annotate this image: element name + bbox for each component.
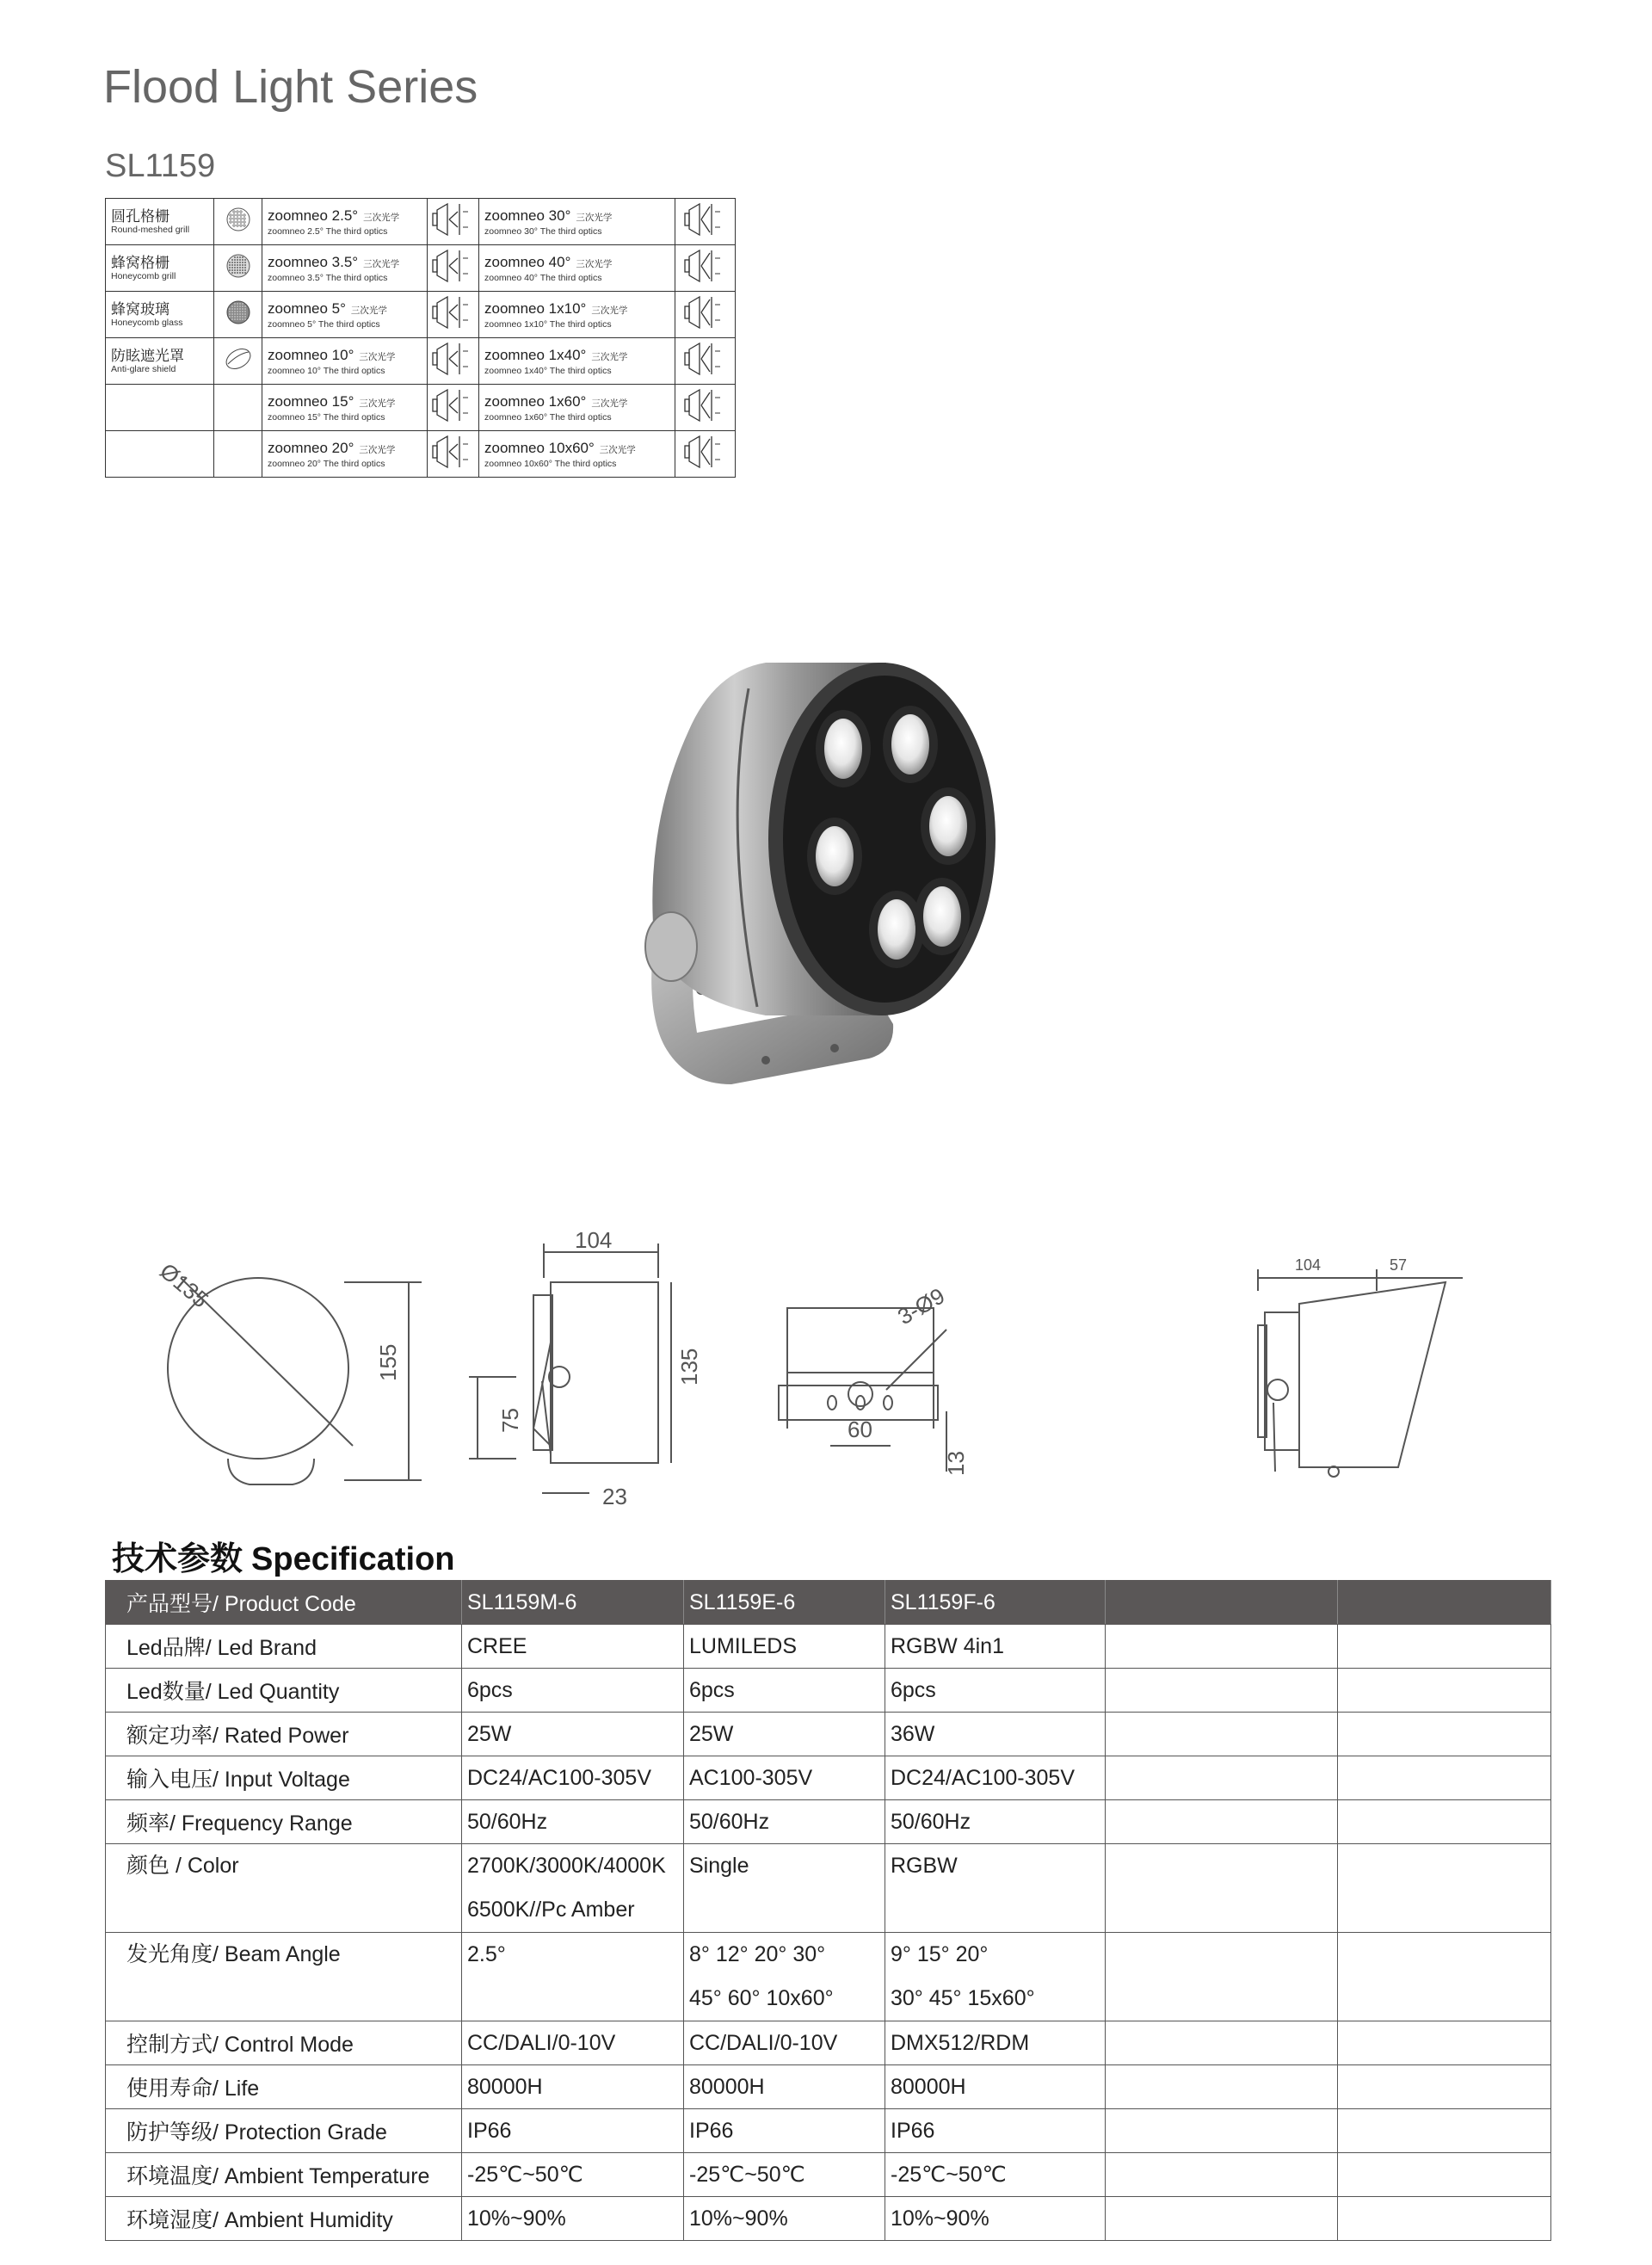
- optic-right-desc: zoomneo 1x10° The third optics: [484, 318, 612, 330]
- spec-value: IP66: [462, 2109, 684, 2153]
- spec-value: 80000H: [684, 2065, 885, 2109]
- optics-row: [106, 338, 736, 385]
- beam-icon-cell: [428, 338, 479, 385]
- accessory-name-cn: 防眩遮光罩: [111, 348, 184, 364]
- accessory-name-cn: 圆孔格栅: [111, 208, 170, 225]
- optic-right-name: zoomneo 1x10°: [484, 299, 587, 317]
- spec-value-line: 9° 15° 20°: [891, 1942, 989, 1966]
- holes-label: 3-Ø9: [893, 1282, 950, 1330]
- spec-value: CC/DALI/0-10V: [684, 2021, 885, 2065]
- spec-value: [1338, 1844, 1551, 1933]
- spec-value: AC100-305V: [684, 1756, 885, 1800]
- spec-row: [106, 2109, 1551, 2153]
- beam-icon-cell: [428, 431, 479, 478]
- height-75-label: 75: [497, 1408, 523, 1433]
- optic-right-name: zoomneo 1x40°: [484, 346, 587, 363]
- empty-cell: [214, 385, 262, 431]
- optic-right-cell: [479, 385, 675, 431]
- spec-header-row: [106, 1581, 1551, 1625]
- spec-row: [106, 1933, 1551, 2021]
- optic-tag: 三次光学: [359, 351, 396, 362]
- spec-value: DC24/AC100-305V: [462, 1756, 684, 1800]
- spec-value: 50/60Hz: [684, 1800, 885, 1844]
- pivot-knob: [645, 912, 697, 981]
- optics-row: [106, 385, 736, 431]
- anti-glare-shield-icon: [223, 343, 254, 374]
- beam-angle-icon: [430, 248, 477, 284]
- optic-tag: 三次光学: [591, 398, 628, 409]
- spec-value: SL1159F-6: [885, 1581, 1106, 1625]
- spec-value: -25℃~50℃: [684, 2153, 885, 2197]
- spec-value: [1338, 1713, 1551, 1756]
- optic-left-desc: zoomneo 15° The third optics: [268, 411, 385, 423]
- optic-tag: 三次光学: [363, 212, 400, 223]
- accessory-name-en: Honeycomb glass: [111, 318, 183, 328]
- spec-value: [1106, 1625, 1338, 1669]
- spec-value-line: 45° 60° 10x60°: [689, 1986, 834, 2010]
- spec-label-text: 颜色 / Color: [126, 1854, 239, 1878]
- spec-label: 产品型号/ Product Code: [106, 1581, 462, 1625]
- spec-value: [684, 1933, 885, 2021]
- spec-value: [1338, 2109, 1551, 2153]
- beam-angle-icon: [430, 294, 477, 330]
- spec-value-line: 8° 12° 20° 30°: [689, 1942, 826, 1966]
- optic-tag: 三次光学: [350, 305, 387, 316]
- accessory-icon-cell: [214, 338, 262, 385]
- spec-value: [1106, 1581, 1338, 1625]
- optic-right-cell: [479, 431, 675, 478]
- optic-left-name: zoomneo 2.5°: [268, 207, 359, 224]
- optic-left-name: zoomneo 15°: [268, 392, 354, 410]
- spec-value-line: [891, 1888, 1100, 1932]
- spec-value-line: 2700K/3000K/4000K: [467, 1854, 666, 1878]
- spec-value: [1338, 2197, 1551, 2241]
- optic-tag: 三次光学: [591, 305, 628, 316]
- front-view: [155, 1258, 422, 1484]
- spec-value: 6pcs: [462, 1669, 684, 1713]
- optic-tag: 三次光学: [359, 398, 396, 409]
- spec-value: [1106, 2065, 1338, 2109]
- beam-icon-cell: [675, 292, 736, 338]
- spec-value-line: Single: [689, 1854, 749, 1878]
- spec-value-line: 30° 45° 15x60°: [891, 1986, 1035, 2010]
- spec-value: 36W: [885, 1713, 1106, 1756]
- accessory-name-cell: [106, 199, 214, 245]
- accessory-name-en: Honeycomb grill: [111, 271, 176, 281]
- hole-spacing-label: 60: [848, 1416, 872, 1442]
- side-57-label: 57: [1390, 1256, 1408, 1274]
- spec-value: 25W: [462, 1713, 684, 1756]
- spec-table: [105, 1580, 1551, 2241]
- beam-icon-cell: [675, 338, 736, 385]
- round-mesh-icon: [223, 204, 254, 235]
- spec-value: [1338, 1669, 1551, 1713]
- spec-label: 使用寿命/ Life: [106, 2065, 462, 2109]
- honeycomb-grill-icon: [223, 250, 254, 281]
- empty-cell: [106, 431, 214, 478]
- spec-value: [1106, 2021, 1338, 2065]
- spec-value: [1106, 1713, 1338, 1756]
- optic-left-desc: zoomneo 3.5° The third optics: [268, 272, 388, 283]
- optic-right-cell: [479, 338, 675, 385]
- optic-right-desc: zoomneo 1x40° The third optics: [484, 365, 612, 376]
- accessory-name-cell: [106, 338, 214, 385]
- accessory-name-cell: [106, 292, 214, 338]
- spec-value: 50/60Hz: [462, 1800, 684, 1844]
- optics-row: [106, 199, 736, 245]
- model-number: SL1159: [105, 148, 216, 184]
- spec-value: 25W: [684, 1713, 885, 1756]
- optics-row: [106, 245, 736, 292]
- spec-label: 环境湿度/ Ambient Humidity: [106, 2197, 462, 2241]
- optic-left-cell: [262, 385, 428, 431]
- empty-cell: [214, 431, 262, 478]
- spec-value: [1338, 2065, 1551, 2109]
- spec-value: RGBW 4in1: [885, 1625, 1106, 1669]
- spec-value: LUMILEDS: [684, 1625, 885, 1669]
- spec-value: [1338, 1581, 1551, 1625]
- beam-angle-icon: [682, 341, 729, 377]
- optics-row: [106, 292, 736, 338]
- spec-value: [885, 1844, 1106, 1933]
- height-155-label: 155: [375, 1343, 401, 1381]
- accessory-icon-cell: [214, 199, 262, 245]
- beam-icon-cell: [675, 385, 736, 431]
- spec-label: 频率/ Frequency Range: [106, 1800, 462, 1844]
- spec-row: [106, 1669, 1551, 1713]
- width-104-label: 104: [575, 1231, 613, 1253]
- spec-value: [1338, 1756, 1551, 1800]
- spec-row: [106, 1713, 1551, 1756]
- spec-label: 控制方式/ Control Mode: [106, 2021, 462, 2065]
- spec-label: [106, 1933, 462, 2021]
- side-104-label: 104: [1295, 1256, 1322, 1274]
- spec-value: [1338, 1800, 1551, 1844]
- beam-icon-cell: [428, 199, 479, 245]
- spec-row: [106, 1800, 1551, 1844]
- spec-value: [1106, 2153, 1338, 2197]
- optic-tag: 三次光学: [359, 444, 396, 455]
- side-view: [469, 1231, 702, 1509]
- spec-value-line: 6500K//Pc Amber: [467, 1898, 635, 1922]
- spec-value: [462, 1844, 684, 1933]
- spec-value: [1106, 2109, 1338, 2153]
- beam-icon-cell: [675, 199, 736, 245]
- spec-label: 防护等级/ Protection Grade: [106, 2109, 462, 2153]
- optic-right-cell: [479, 292, 675, 338]
- spec-value: 10%~90%: [462, 2197, 684, 2241]
- spec-value-line: RGBW: [891, 1854, 958, 1878]
- beam-icon-cell: [428, 292, 479, 338]
- spec-label: 输入电压/ Input Voltage: [106, 1756, 462, 1800]
- beam-angle-icon: [682, 248, 729, 284]
- spec-value: 50/60Hz: [885, 1800, 1106, 1844]
- accessory-icon-cell: [214, 245, 262, 292]
- spec-value: [1338, 2153, 1551, 2197]
- optic-right-name: zoomneo 10x60°: [484, 439, 595, 456]
- spec-value: CC/DALI/0-10V: [462, 2021, 684, 2065]
- beam-angle-icon: [430, 341, 477, 377]
- accessory-name-cn: 蜂窝玻璃: [111, 301, 170, 318]
- spec-row: [106, 2153, 1551, 2197]
- spec-value: [1106, 1844, 1338, 1933]
- spec-value: -25℃~50℃: [885, 2153, 1106, 2197]
- beam-icon-cell: [675, 431, 736, 478]
- diameter-label: Ø135: [155, 1257, 214, 1313]
- spec-value: [462, 1933, 684, 2021]
- spec-value: CREE: [462, 1625, 684, 1669]
- accessory-name-en: Round-meshed grill: [111, 225, 190, 235]
- optic-left-name: zoomneo 10°: [268, 346, 354, 363]
- optic-left-desc: zoomneo 20° The third optics: [268, 458, 385, 469]
- beam-angle-icon: [682, 201, 729, 238]
- spec-value-line: [689, 1888, 879, 1932]
- empty-cell: [106, 385, 214, 431]
- spec-value: IP66: [684, 2109, 885, 2153]
- spec-value: SL1159M-6: [462, 1581, 684, 1625]
- top-view: [779, 1282, 969, 1476]
- spec-label: Led品牌/ Led Brand: [106, 1625, 462, 1669]
- spec-title-en: Specification: [251, 1541, 455, 1577]
- optic-right-desc: zoomneo 30° The third optics: [484, 225, 602, 237]
- beam-angle-icon: [682, 434, 729, 470]
- spec-value: 80000H: [462, 2065, 684, 2109]
- spec-value: [1106, 1669, 1338, 1713]
- spec-row: [106, 2197, 1551, 2241]
- beam-angle-icon: [430, 387, 477, 423]
- page-title: Flood Light Series: [103, 61, 478, 113]
- optic-left-cell: [262, 199, 428, 245]
- spec-value: [1338, 2021, 1551, 2065]
- beam-icon-cell: [428, 385, 479, 431]
- optic-left-cell: [262, 338, 428, 385]
- spec-value: [885, 1933, 1106, 2021]
- optic-right-cell: [479, 245, 675, 292]
- beam-angle-icon: [430, 434, 477, 470]
- spec-value: [1106, 1800, 1338, 1844]
- beam-angle-icon: [682, 387, 729, 423]
- spec-value: 6pcs: [885, 1669, 1106, 1713]
- optic-left-desc: zoomneo 2.5° The third optics: [268, 225, 388, 237]
- spec-row: [106, 1756, 1551, 1800]
- optic-tag: 三次光学: [599, 444, 636, 455]
- accessory-name-cell: [106, 245, 214, 292]
- optic-right-desc: zoomneo 10x60° The third optics: [484, 458, 617, 469]
- spec-row: [106, 2065, 1551, 2109]
- spec-title: [112, 1532, 455, 1579]
- spec-value: DMX512/RDM: [885, 2021, 1106, 2065]
- beam-angle-icon: [430, 201, 477, 238]
- optic-tag: 三次光学: [576, 258, 613, 269]
- optic-left-cell: [262, 431, 428, 478]
- spec-value: DC24/AC100-305V: [885, 1756, 1106, 1800]
- spec-value: IP66: [885, 2109, 1106, 2153]
- optic-right-name: zoomneo 30°: [484, 207, 571, 224]
- optic-left-cell: [262, 292, 428, 338]
- optic-right-name: zoomneo 1x60°: [484, 392, 587, 410]
- spec-value: -25℃~50℃: [462, 2153, 684, 2197]
- optic-tag: 三次光学: [363, 258, 400, 269]
- product-photo: [594, 654, 1058, 1188]
- technical-drawings: [146, 1231, 1489, 1515]
- accessories-optics-table: [105, 198, 736, 478]
- spec-value: 6pcs: [684, 1669, 885, 1713]
- optic-left-name: zoomneo 20°: [268, 439, 354, 456]
- optics-row: [106, 431, 736, 478]
- optic-tag: 三次光学: [576, 212, 613, 223]
- beam-angle-icon: [682, 294, 729, 330]
- optic-right-desc: zoomneo 1x60° The third optics: [484, 411, 612, 423]
- spec-value: [1338, 1625, 1551, 1669]
- optic-tag: 三次光学: [591, 351, 628, 362]
- optic-right-cell: [479, 199, 675, 245]
- optic-right-name: zoomneo 40°: [484, 253, 571, 270]
- spec-label: 额定功率/ Rated Power: [106, 1713, 462, 1756]
- offset-23-label: 23: [602, 1484, 627, 1509]
- spec-value-line: 2.5°: [467, 1942, 506, 1966]
- optic-left-name: zoomneo 3.5°: [268, 253, 359, 270]
- optic-left-desc: zoomneo 10° The third optics: [268, 365, 385, 376]
- spec-value: [1106, 1933, 1338, 2021]
- beam-icon-cell: [675, 245, 736, 292]
- spec-label-text: 发光角度/ Beam Angle: [126, 1942, 341, 1966]
- optic-right-desc: zoomneo 40° The third optics: [484, 272, 602, 283]
- spec-value: 10%~90%: [684, 2197, 885, 2241]
- beam-icon-cell: [428, 245, 479, 292]
- spec-value: [684, 1844, 885, 1933]
- optic-left-name: zoomneo 5°: [268, 299, 346, 317]
- optic-left-cell: [262, 245, 428, 292]
- spec-label: 环境温度/ Ambient Temperature: [106, 2153, 462, 2197]
- accessory-name-en: Anti-glare shield: [111, 364, 176, 374]
- spec-row: [106, 1844, 1551, 1933]
- spec-value-line: [467, 1977, 678, 2021]
- accessory-name-cn: 蜂窝格栅: [111, 255, 170, 271]
- side-view-with-shield: [1258, 1256, 1463, 1477]
- spec-label: [106, 1844, 462, 1933]
- bracket-13-label: 13: [943, 1451, 969, 1476]
- spec-value: 10%~90%: [885, 2197, 1106, 2241]
- optic-left-desc: zoomneo 5° The third optics: [268, 318, 380, 330]
- spec-value: [1338, 1933, 1551, 2021]
- spec-label: Led数量/ Led Quantity: [106, 1669, 462, 1713]
- accessory-icon-cell: [214, 292, 262, 338]
- height-135-label: 135: [676, 1348, 702, 1386]
- spec-row: [106, 1625, 1551, 1669]
- spec-value: [1106, 1756, 1338, 1800]
- spec-row: [106, 2021, 1551, 2065]
- spec-value: 80000H: [885, 2065, 1106, 2109]
- spec-value: [1106, 2197, 1338, 2241]
- spec-value: SL1159E-6: [684, 1581, 885, 1625]
- spec-title-cn: 技术参数: [112, 1541, 243, 1577]
- honeycomb-glass-icon: [223, 297, 254, 328]
